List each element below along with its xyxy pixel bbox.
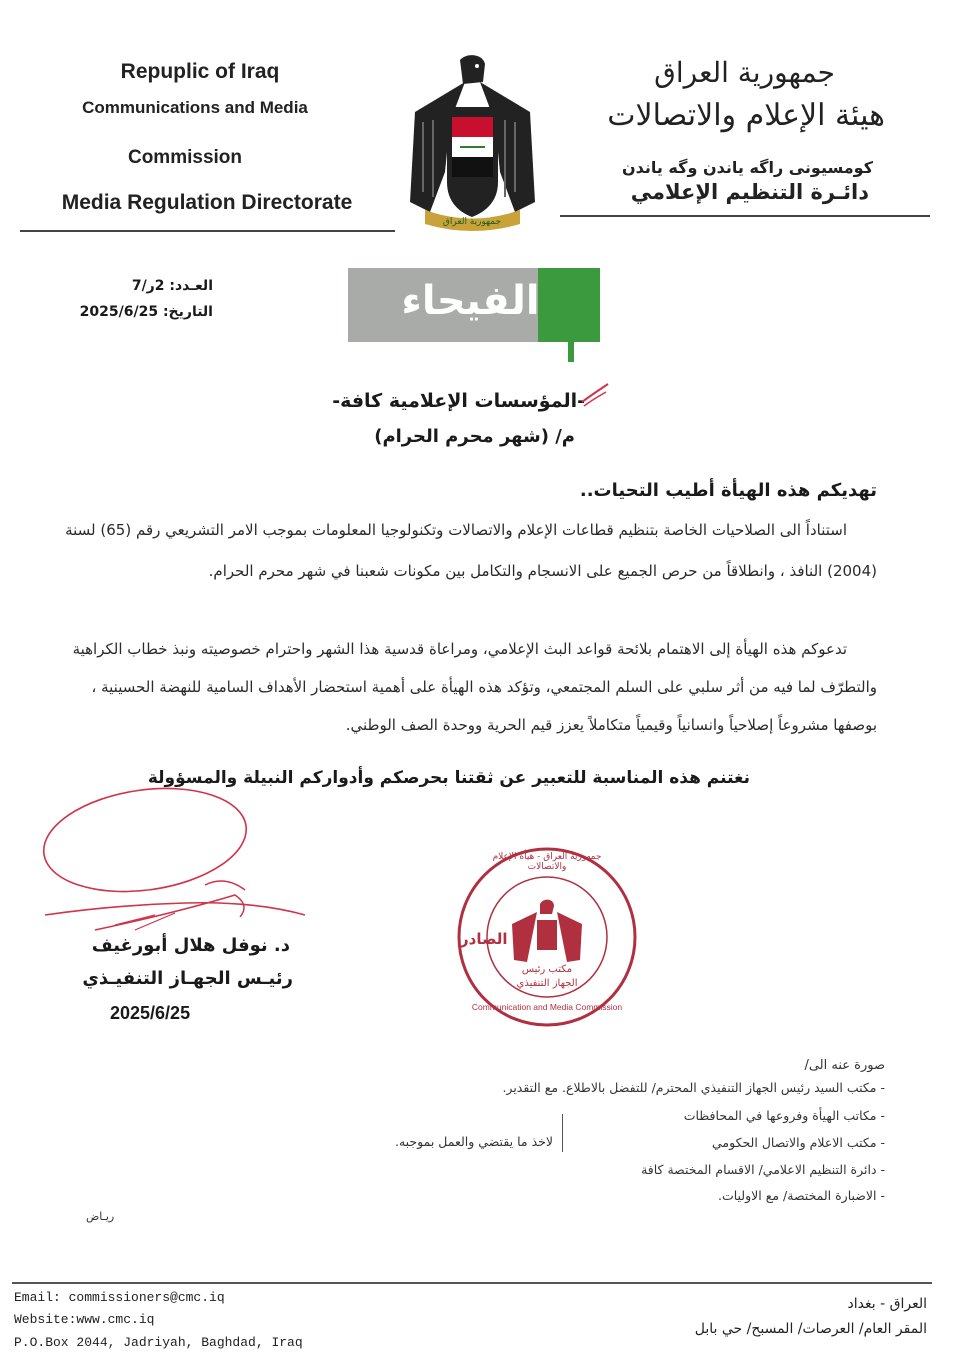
ref-number-label: العـدد: xyxy=(169,278,213,294)
addressee: -المؤسسات الإعلامية كافة- xyxy=(332,390,585,412)
iraq-eagle-emblem-icon xyxy=(405,52,540,232)
header-rule-left xyxy=(20,230,395,232)
stamp-ring-english: Communication and Media Commission xyxy=(471,1002,623,1012)
cc-side-note: لاخذ ما يقتضي والعمل بموجبه. xyxy=(394,1134,553,1149)
typist-initials: ريـاض xyxy=(86,1210,115,1223)
header-rule-right xyxy=(560,215,930,217)
subject: م/ (شهر محرم الحرام) xyxy=(374,426,575,447)
cc-item-1: - مكتب السيد رئيس الجهاز التنفيذي المحترم/ للتفضل بالاطلاع. مع التقدير. xyxy=(502,1080,885,1095)
cc-bracket xyxy=(562,1114,563,1152)
footer-rule xyxy=(12,1282,932,1284)
watermark-logo xyxy=(348,268,600,342)
header-en-directorate: Media Regulation Directorate xyxy=(61,191,353,214)
header-ar-commission: هيئة الإعلام والاتصالات xyxy=(607,98,885,133)
header-en-country: Repuplic of Iraq xyxy=(120,60,280,83)
stamp-outgoing: الصادر xyxy=(460,930,508,948)
footer-email: Email: commissioners@cmc.iq xyxy=(14,1290,225,1305)
header-ku-commission: كومسيونى راگه ياندن وگه ياندن xyxy=(621,158,873,177)
header-en-commission-2: Commission xyxy=(127,147,243,168)
header-en-commission-1: Communications and Media xyxy=(82,98,308,117)
cc-item-5: - الاضبارة المختصة/ مع الاوليات. xyxy=(717,1188,885,1203)
stamp-office-1: مكتب رئيس xyxy=(521,964,573,975)
watermark-text: الفيحاء xyxy=(401,278,540,324)
stamp-ring-arabic: جمهورية العراق - هيأة الإعلام والاتصالات xyxy=(492,852,602,872)
cc-item-2: - مكاتب الهيأة وفروعها في المحافظات xyxy=(683,1108,885,1123)
header-ar-country: جمهورية العراق xyxy=(654,56,835,89)
signatory-title: رئيـس الجهـاز التنفيـذي xyxy=(82,968,293,989)
ref-date-value: 2025/6/25 xyxy=(79,304,159,320)
footer-ar-city: العراق - بغداد xyxy=(847,1296,927,1312)
signatory-name: د. نوفل هلال أبورغيف xyxy=(91,935,290,956)
tick-mark-icon xyxy=(580,382,610,412)
cc-item-4: - دائرة التنظيم الاعلامي/ الاقسام المختصة كافة xyxy=(641,1162,885,1177)
body-paragraph-1: استناداً الى الصلاحيات الخاصة بتنظيم قطاعات الإعلام والاتصالات وتكنولوجيا المعلومات بموجب الامر التشريعي رقم (65) لسنة (2004) النافذ ، وانطلاقاً من حرص الجميع على الانسجام والتكامل بين مكونات شعبنا في شهر محرم الحرام. xyxy=(65,521,877,580)
cc-heading: صورة عنه الى/ xyxy=(804,1058,885,1073)
ref-date xyxy=(80,304,213,320)
signatory-date: 2025/6/25 xyxy=(110,1003,191,1023)
handwritten-signature xyxy=(35,785,325,945)
greeting: تهديكم هذه الهيأة أطيب التحيات.. xyxy=(579,480,877,501)
ref-number-value: 2ر/7 xyxy=(131,278,165,294)
body-paragraph-2: تدعوكم هذه الهيأة إلى الاهتمام بلائحة قواعد البث الإعلامي، ومراعاة قدسية هذا الشهر واحترام خصوصيته ونبذ خطاب الكراهية والتطرّف لما فيه من أثر سلبي على السلم المجتمعي، وتؤكد هذه الهيأة على أهمية استحضار الأهداف السامية للنهضة الحسينية ، بوصفها مشروعاً إصلاحياً وانسانياً وقيمياً متكاملاً يعزز قيم الحرية ووحدة الصف الوطني. xyxy=(72,640,877,734)
ref-date-label: التاريخ: xyxy=(162,304,213,320)
header-ar-directorate: دائـرة التنظيم الإعلامي xyxy=(630,180,869,204)
cc-item-3: - مكتب الاعلام والاتصال الحكومي xyxy=(712,1135,885,1150)
official-stamp xyxy=(452,842,642,1032)
emblem-banner-text: جمهورية العراق xyxy=(442,217,502,227)
footer-website: Website:www.cmc.iq xyxy=(14,1312,155,1327)
footer-ar-address: المقر العام/ العرصات/ المسبح/ حي بابل xyxy=(694,1321,927,1337)
closing: نغتنم هذه المناسبة للتعبير عن ثقتنا بحرصكم وأدواركم النبيلة والمسؤولة xyxy=(147,768,750,788)
footer-pobox: P.O.Box 2044, Jadriyah, Baghdad, Iraq xyxy=(14,1335,303,1350)
stamp-office-2: الجهاز التنفيذي xyxy=(516,978,578,989)
ref-number xyxy=(132,278,213,294)
